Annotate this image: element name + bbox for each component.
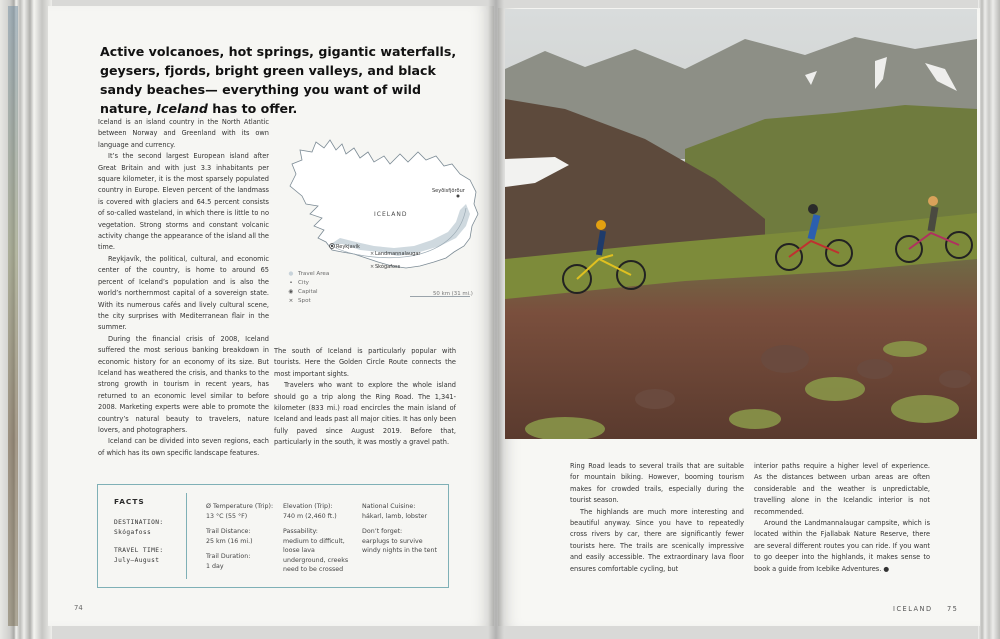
map-label-city: Seyðisfjörður [432, 188, 465, 194]
paragraph: It’s the second largest European island after Great Britain and with just 3.3 inhabitants per square kilometer, it is the most sparsely populated country in Europe. Eleven percent of the landmass is covered with glaciers and 64.5 percent consists of so-called wasteland, in which there is little to no vegetation. Strong storms and constant volcanic activity change the appearance of the island all the time. [98, 152, 269, 252]
mountain-bikers-photo [505, 9, 977, 439]
paragraph: Travelers who want to explore the whole island should go a trip along the Ring Road. The 1,341-kilometer (833 mi.) road encircles the main island of Iceland and leads past all major cities. It has only been fully paved since August 2019. Before that, particularly in the south, it was mostly a gravel path. [274, 381, 456, 447]
running-head-folio [893, 605, 958, 613]
legend-city-icon: • [289, 280, 293, 286]
travel-time-label: TRAVEL TIME: [114, 547, 164, 554]
fact-label: Trail Duration: [206, 553, 251, 560]
running-head: ICELAND [893, 605, 933, 613]
page-headline [100, 42, 462, 118]
book-gutter [488, 0, 504, 639]
legend-spot-icon: × [288, 298, 294, 304]
map-legend [288, 270, 329, 306]
spot-marker-2: × [370, 264, 375, 270]
paragraph: Around the Landmannalaugar campsite, which is located within the Fjallabak Nature Reserve, there are several different routes you can ride. If you want to go deeper into the highlands, it makes sense to book a guide from Icebike Adventures. ● [754, 519, 930, 573]
paragraph: Reykjavík, the political, cultural, and economic center of the country, is home to around 65 percent of Iceland’s population and is also the world’s northernmost capital of a sovereign state. With its numerous cafés and lively cultural scene, the city surprises with Mediterranean flair in the summer. [98, 254, 269, 332]
map-label-capital: Reykjavík [336, 244, 360, 250]
paragraph: Ring Road leads to several trails that are suitable for mountain biking. However, booming tourism makes for crowded trails, especially during the tourist season. [570, 462, 744, 505]
paragraph: Iceland is an island country in the North Atlantic between Norway and Greenland with its own language and currency. [98, 118, 269, 149]
fact-label: Elevation (Trip): [283, 503, 333, 510]
destination-label: DESTINATION: [114, 519, 164, 526]
headline-text-1: Active volcanoes, hot springs, gigantic waterfalls, geysers, fjords, bright green valleys, and black sandy beaches— everything you want of wild nature, [100, 44, 457, 116]
body-column-d [754, 461, 930, 575]
fact-cuisine [362, 502, 438, 521]
body-column-a [98, 117, 269, 459]
fact-dont-forget [362, 527, 438, 556]
page-number-right: 75 [946, 605, 959, 613]
fact-value: medium to difficult, loose lava underground, creeks need to be crossed [283, 537, 349, 573]
facts-travel-time [114, 546, 164, 565]
spot-marker-1: × [370, 251, 375, 257]
fact-value: 13 °C (55 °F) [206, 512, 248, 520]
facts-divider [186, 493, 187, 579]
body-column-c [570, 461, 744, 575]
fact-label: Don’t forget: [362, 528, 403, 535]
fact-label: National Cuisine: [362, 503, 416, 510]
fact-label: Trail Distance: [206, 528, 251, 535]
fact-value: 1 day [206, 562, 224, 570]
fact-elevation [283, 502, 351, 521]
map-label-spot-1: Landmannalaugar [375, 251, 421, 257]
paragraph: During the financial crisis of 2008, Iceland suffered the most serious banking breakdown in economic history for an economy of its size. But Iceland has weathered the crisis, and thanks to the strong growth in tourism in recent years, has returned to an economic level similar to before 2008. Marketing experts were able to promote the country’s natural beauty to travelers, nature lovers, and photographers. [98, 334, 269, 434]
legend-item [288, 288, 329, 297]
book-page-edges-left [0, 0, 52, 639]
facts-destination [114, 518, 164, 537]
legend-item [288, 279, 329, 288]
fact-trail-duration [206, 552, 276, 571]
facts-box [97, 484, 449, 588]
photo-edge-strip [8, 6, 18, 626]
legend-item [288, 297, 329, 306]
destination-value: Skógafoss [114, 528, 152, 536]
facts-column-1 [206, 502, 276, 577]
legend-travel-area-icon: ● [288, 271, 294, 277]
fact-value: earplugs to survive windy nights in the tent [362, 537, 437, 554]
facts-column-2 [283, 502, 351, 581]
fact-value: hákarl, lamb, lobster [362, 512, 428, 520]
paragraph: The south of Iceland is particularly popular with tourists. Here the Golden Circle Route connects the most important sights. [274, 347, 456, 378]
fact-label: Passability: [283, 528, 318, 535]
legend-label: City [298, 280, 309, 286]
landscape-illustration [505, 9, 977, 439]
fact-trail-distance [206, 527, 276, 546]
city-marker [457, 195, 460, 198]
body-column-b [274, 346, 456, 449]
facts-title: FACTS [114, 497, 145, 506]
paragraph: interior paths require a higher level of experience. As the distances between urban areas are often considerable and the weather is unpredictable, travelling alone in the Icelandic interior is not recommended. [754, 462, 930, 516]
legend-item [288, 270, 329, 279]
travel-time-value: July–August [114, 556, 160, 564]
fact-label: Ø Temperature (Trip): [206, 503, 274, 510]
headline-text-2: has to offer. [207, 101, 298, 116]
legend-label: Travel Area [298, 271, 330, 277]
map-country-label: ICELAND [374, 211, 408, 218]
legend-label: Capital [298, 289, 318, 295]
fact-value: 740 m (2,460 ft.) [283, 512, 337, 520]
page-number-left: 74 [74, 604, 83, 612]
fact-value: 25 km (16 mi.) [206, 537, 253, 545]
paragraph: Iceland can be divided into seven regions, each of which has its own specific landscape features. [98, 437, 269, 457]
legend-label: Spot [298, 298, 311, 304]
legend-capital-icon: ◉ [288, 289, 294, 295]
capital-marker-dot [331, 245, 333, 247]
map-label-spot-2: Skógafoss [375, 264, 401, 270]
headline-emphasis: Iceland [156, 101, 208, 116]
paragraph: The highlands are much more interesting and beautiful anyway. Since you have to repeatedly cross rivers by car, there are significantly fewer tourists here. The trails are scenically impressive and easily accessible. The extraordinary lava floor ensures comfortable cycling, but [570, 507, 744, 573]
facts-column-3 [362, 502, 438, 562]
book-page-edges-right [978, 0, 1000, 639]
fact-temperature [206, 502, 276, 521]
fact-passability [283, 527, 351, 575]
map-scale-label: 50 km (31 mi.) [433, 291, 473, 297]
